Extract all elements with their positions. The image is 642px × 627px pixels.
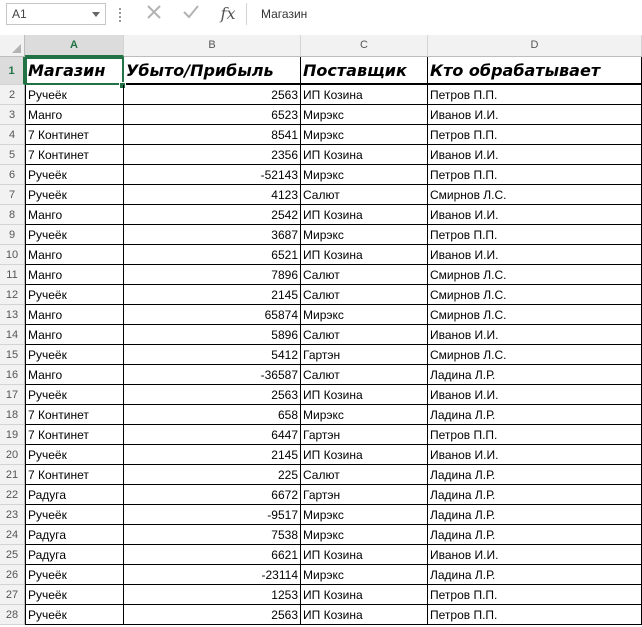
cell-handler[interactable]: Иванов И.И.	[428, 545, 642, 565]
cell-supplier[interactable]: Мирэкс	[301, 125, 428, 145]
header-cell-shop[interactable]: Магазин	[25, 57, 124, 85]
row-header[interactable]: 6	[0, 165, 25, 185]
table-row	[0, 565, 642, 585]
row-header[interactable]: 27	[0, 585, 25, 605]
cell-handler[interactable]: Иванов И.И.	[428, 325, 642, 345]
cell-supplier[interactable]: Гартэн	[301, 485, 428, 505]
chevron-down-icon[interactable]	[92, 12, 100, 17]
select-all-button[interactable]	[0, 35, 25, 57]
formula-bar-grip[interactable]	[119, 8, 123, 22]
row-header[interactable]: 15	[0, 345, 25, 365]
cell-shop[interactable]: 7 Континет	[25, 145, 124, 165]
row-header[interactable]: 22	[0, 485, 25, 505]
table-row	[0, 265, 642, 285]
cell-shop[interactable]: Радуга	[25, 485, 124, 505]
table-row	[0, 605, 642, 625]
cell-profit[interactable]: -23114	[124, 565, 301, 585]
cell-handler[interactable]: Иванов И.И.	[428, 105, 642, 125]
table-row	[0, 145, 642, 165]
row-header[interactable]: 17	[0, 385, 25, 405]
table-row	[0, 305, 642, 325]
table-row	[0, 465, 642, 485]
table-row	[0, 105, 642, 125]
cell-profit[interactable]: -36587	[124, 365, 301, 385]
row-header[interactable]: 9	[0, 225, 25, 245]
formula-divider	[246, 3, 247, 25]
row-header[interactable]: 21	[0, 465, 25, 485]
cell-profit[interactable]: 2563	[124, 385, 301, 405]
table-row	[0, 285, 642, 305]
cell-profit[interactable]: 5412	[124, 345, 301, 365]
name-box[interactable]	[6, 3, 106, 25]
cell-shop[interactable]: Ручеёк	[25, 505, 124, 525]
cell-profit[interactable]: 3687	[124, 225, 301, 245]
cell-shop[interactable]: 7 Континет	[25, 465, 124, 485]
table-row	[0, 545, 642, 565]
cell-handler[interactable]: Ладина Л.Р.	[428, 485, 642, 505]
cell-shop[interactable]: Ручеёк	[25, 185, 124, 205]
cell-supplier[interactable]: Мирэкс	[301, 405, 428, 425]
column-header-a[interactable]: A	[25, 35, 124, 57]
header-cell-profit[interactable]: Убыто/Прибыль	[124, 57, 301, 85]
cell-profit[interactable]: 8541	[124, 125, 301, 145]
table-row	[0, 585, 642, 605]
cell-profit[interactable]: 2542	[124, 205, 301, 225]
cell-supplier[interactable]: ИП Козина	[301, 205, 428, 225]
row-header[interactable]: 13	[0, 305, 25, 325]
formula-content: Магазин	[261, 7, 308, 21]
row-header[interactable]: 12	[0, 285, 25, 305]
cell-supplier[interactable]: Гартэн	[301, 345, 428, 365]
row-header[interactable]: 26	[0, 565, 25, 585]
row-header[interactable]: 20	[0, 445, 25, 465]
row-header[interactable]: 18	[0, 405, 25, 425]
cell-handler[interactable]: Петров П.П.	[428, 425, 642, 445]
row-header[interactable]: 3	[0, 105, 25, 125]
table-row	[0, 225, 642, 245]
cell-profit[interactable]: 658	[124, 405, 301, 425]
cell-shop[interactable]: Ручеёк	[25, 445, 124, 465]
column-header-c[interactable]: C	[301, 35, 428, 57]
cell-shop[interactable]: Манго	[25, 365, 124, 385]
row-header[interactable]: 10	[0, 245, 25, 265]
table-row	[0, 485, 642, 505]
cell-handler[interactable]: Петров П.П.	[428, 85, 642, 105]
cell-handler[interactable]: Петров П.П.	[428, 125, 642, 145]
cell-supplier[interactable]: Салют	[301, 465, 428, 485]
row-header[interactable]: 14	[0, 325, 25, 345]
cell-shop[interactable]: Манго	[25, 265, 124, 285]
cell-supplier[interactable]: Мирэкс	[301, 105, 428, 125]
column-header-d[interactable]: D	[428, 35, 642, 57]
table-row	[0, 125, 642, 145]
cell-handler[interactable]: Петров П.П.	[428, 605, 642, 625]
cell-profit[interactable]: 2563	[124, 605, 301, 625]
cell-handler[interactable]: Смирнов Л.С.	[428, 265, 642, 285]
cell-shop[interactable]: Ручеёк	[25, 85, 124, 105]
cell-profit[interactable]: 6523	[124, 105, 301, 125]
cell-shop[interactable]: Ручеёк	[25, 565, 124, 585]
row-header[interactable]: 28	[0, 605, 25, 625]
header-cell-supplier[interactable]: Поставщик	[301, 57, 428, 85]
cell-supplier[interactable]: Салют	[301, 265, 428, 285]
cell-profit[interactable]: 6672	[124, 485, 301, 505]
table-row	[0, 345, 642, 365]
row-header[interactable]: 25	[0, 545, 25, 565]
table-row	[0, 385, 642, 405]
cell-handler[interactable]: Иванов И.И.	[428, 385, 642, 405]
cell-handler[interactable]: Ладина Л.Р.	[428, 525, 642, 545]
cell-supplier[interactable]: ИП Козина	[301, 145, 428, 165]
cell-supplier[interactable]: Мирэкс	[301, 225, 428, 245]
cell-shop[interactable]: Манго	[25, 305, 124, 325]
cell-profit[interactable]: -9517	[124, 505, 301, 525]
cell-profit[interactable]: 2356	[124, 145, 301, 165]
row-header[interactable]: 2	[0, 85, 25, 105]
row-header[interactable]: 5	[0, 145, 25, 165]
select-all-icon	[12, 44, 21, 53]
formula-input[interactable]	[252, 3, 642, 25]
cell-shop[interactable]: Ручеёк	[25, 385, 124, 405]
cell-handler[interactable]: Иванов И.И.	[428, 445, 642, 465]
cell-handler[interactable]: Ладина Л.Р.	[428, 405, 642, 425]
cell-handler[interactable]: Смирнов Л.С.	[428, 305, 642, 325]
header-cell-handler[interactable]: Кто обрабатывает	[428, 57, 642, 85]
cell-profit[interactable]: 7538	[124, 525, 301, 545]
row-header[interactable]: 4	[0, 125, 25, 145]
table-row	[0, 85, 642, 105]
cell-supplier[interactable]: Салют	[301, 285, 428, 305]
cancel-x-icon[interactable]	[140, 2, 168, 26]
cell-shop[interactable]: 7 Континет	[25, 425, 124, 445]
table-row	[0, 365, 642, 385]
cell-supplier[interactable]: Салют	[301, 325, 428, 345]
table-row	[0, 185, 642, 205]
cell-handler[interactable]: Иванов И.И.	[428, 245, 642, 265]
cell-profit[interactable]: 225	[124, 465, 301, 485]
cell-profit[interactable]: 6521	[124, 245, 301, 265]
cell-shop[interactable]: Манго	[25, 205, 124, 225]
cell-shop[interactable]: Радуга	[25, 545, 124, 565]
cell-supplier[interactable]: Мирэкс	[301, 165, 428, 185]
table-row	[0, 325, 642, 345]
cell-shop[interactable]: Ручеёк	[25, 585, 124, 605]
cell-supplier[interactable]: Гартэн	[301, 425, 428, 445]
cell-handler[interactable]: Иванов И.И.	[428, 145, 642, 165]
cell-shop[interactable]: Манго	[25, 245, 124, 265]
cell-handler[interactable]: Ладина Л.Р.	[428, 565, 642, 585]
cell-shop[interactable]: Манго	[25, 325, 124, 345]
cell-profit[interactable]: 6621	[124, 545, 301, 565]
cell-shop[interactable]: Ручеёк	[25, 285, 124, 305]
cell-shop[interactable]: 7 Континет	[25, 405, 124, 425]
formula-bar	[0, 0, 642, 30]
row-header[interactable]: 23	[0, 505, 25, 525]
cell-profit[interactable]: 1253	[124, 585, 301, 605]
cell-handler[interactable]: Ладина Л.Р.	[428, 505, 642, 525]
cell-supplier[interactable]: ИП Козина	[301, 545, 428, 565]
table-row	[0, 445, 642, 465]
cell-handler[interactable]: Смирнов Л.С.	[428, 285, 642, 305]
cell-handler[interactable]: Иванов И.И.	[428, 205, 642, 225]
cell-supplier[interactable]: ИП Козина	[301, 605, 428, 625]
header-row	[0, 57, 642, 85]
cell-profit[interactable]: 4123	[124, 185, 301, 205]
cell-handler[interactable]: Петров П.П.	[428, 165, 642, 185]
cell-supplier[interactable]: Салют	[301, 365, 428, 385]
cell-supplier[interactable]: Мирэкс	[301, 565, 428, 585]
cell-handler[interactable]: Смирнов Л.С.	[428, 185, 642, 205]
cell-shop[interactable]: Ручеёк	[25, 605, 124, 625]
cell-profit[interactable]: 6447	[124, 425, 301, 445]
row-header[interactable]: 16	[0, 365, 25, 385]
cell-shop[interactable]: Ручеёк	[25, 165, 124, 185]
table-row	[0, 405, 642, 425]
cell-handler[interactable]: Ладина Л.Р.	[428, 365, 642, 385]
row-header[interactable]: 11	[0, 265, 25, 285]
row-header[interactable]: 19	[0, 425, 25, 445]
cell-shop[interactable]: Радуга	[25, 525, 124, 545]
cell-handler[interactable]: Петров П.П.	[428, 585, 642, 605]
cell-profit[interactable]: 2145	[124, 285, 301, 305]
cell-profit[interactable]: 2563	[124, 85, 301, 105]
cell-profit[interactable]: 7896	[124, 265, 301, 285]
insert-function-button[interactable]: fx	[220, 4, 236, 23]
cell-supplier[interactable]: Мирэкс	[301, 305, 428, 325]
cell-profit[interactable]: 5896	[124, 325, 301, 345]
cell-handler[interactable]: Ладина Л.Р.	[428, 465, 642, 485]
row-header[interactable]: 24	[0, 525, 25, 545]
cell-shop[interactable]: Ручеёк	[25, 345, 124, 365]
row-header[interactable]: 8	[0, 205, 25, 225]
cell-profit[interactable]: -52143	[124, 165, 301, 185]
column-header-b[interactable]: B	[124, 35, 301, 57]
name-box-value: A1	[12, 7, 27, 21]
cell-shop[interactable]: Ручеёк	[25, 225, 124, 245]
row-header[interactable]: 1	[0, 57, 25, 85]
cell-handler[interactable]: Смирнов Л.С.	[428, 345, 642, 365]
cell-shop[interactable]: Манго	[25, 105, 124, 125]
cell-profit[interactable]: 2145	[124, 445, 301, 465]
table-row	[0, 525, 642, 545]
cell-supplier[interactable]: ИП Козина	[301, 385, 428, 405]
cell-supplier[interactable]: ИП Козина	[301, 245, 428, 265]
table-row	[0, 425, 642, 445]
cell-supplier[interactable]: Мирэкс	[301, 525, 428, 545]
cell-handler[interactable]: Петров П.П.	[428, 225, 642, 245]
cell-supplier[interactable]: ИП Козина	[301, 85, 428, 105]
enter-check-icon[interactable]	[177, 2, 205, 26]
cell-profit[interactable]: 65874	[124, 305, 301, 325]
cell-supplier[interactable]: ИП Козина	[301, 445, 428, 465]
cell-supplier[interactable]: ИП Козина	[301, 585, 428, 605]
table-row	[0, 205, 642, 225]
cell-supplier[interactable]: Салют	[301, 185, 428, 205]
table-row	[0, 245, 642, 265]
cell-shop[interactable]: 7 Континет	[25, 125, 124, 145]
table-row	[0, 505, 642, 525]
row-header[interactable]: 7	[0, 185, 25, 205]
cell-supplier[interactable]: Мирэкс	[301, 505, 428, 525]
table-row	[0, 165, 642, 185]
